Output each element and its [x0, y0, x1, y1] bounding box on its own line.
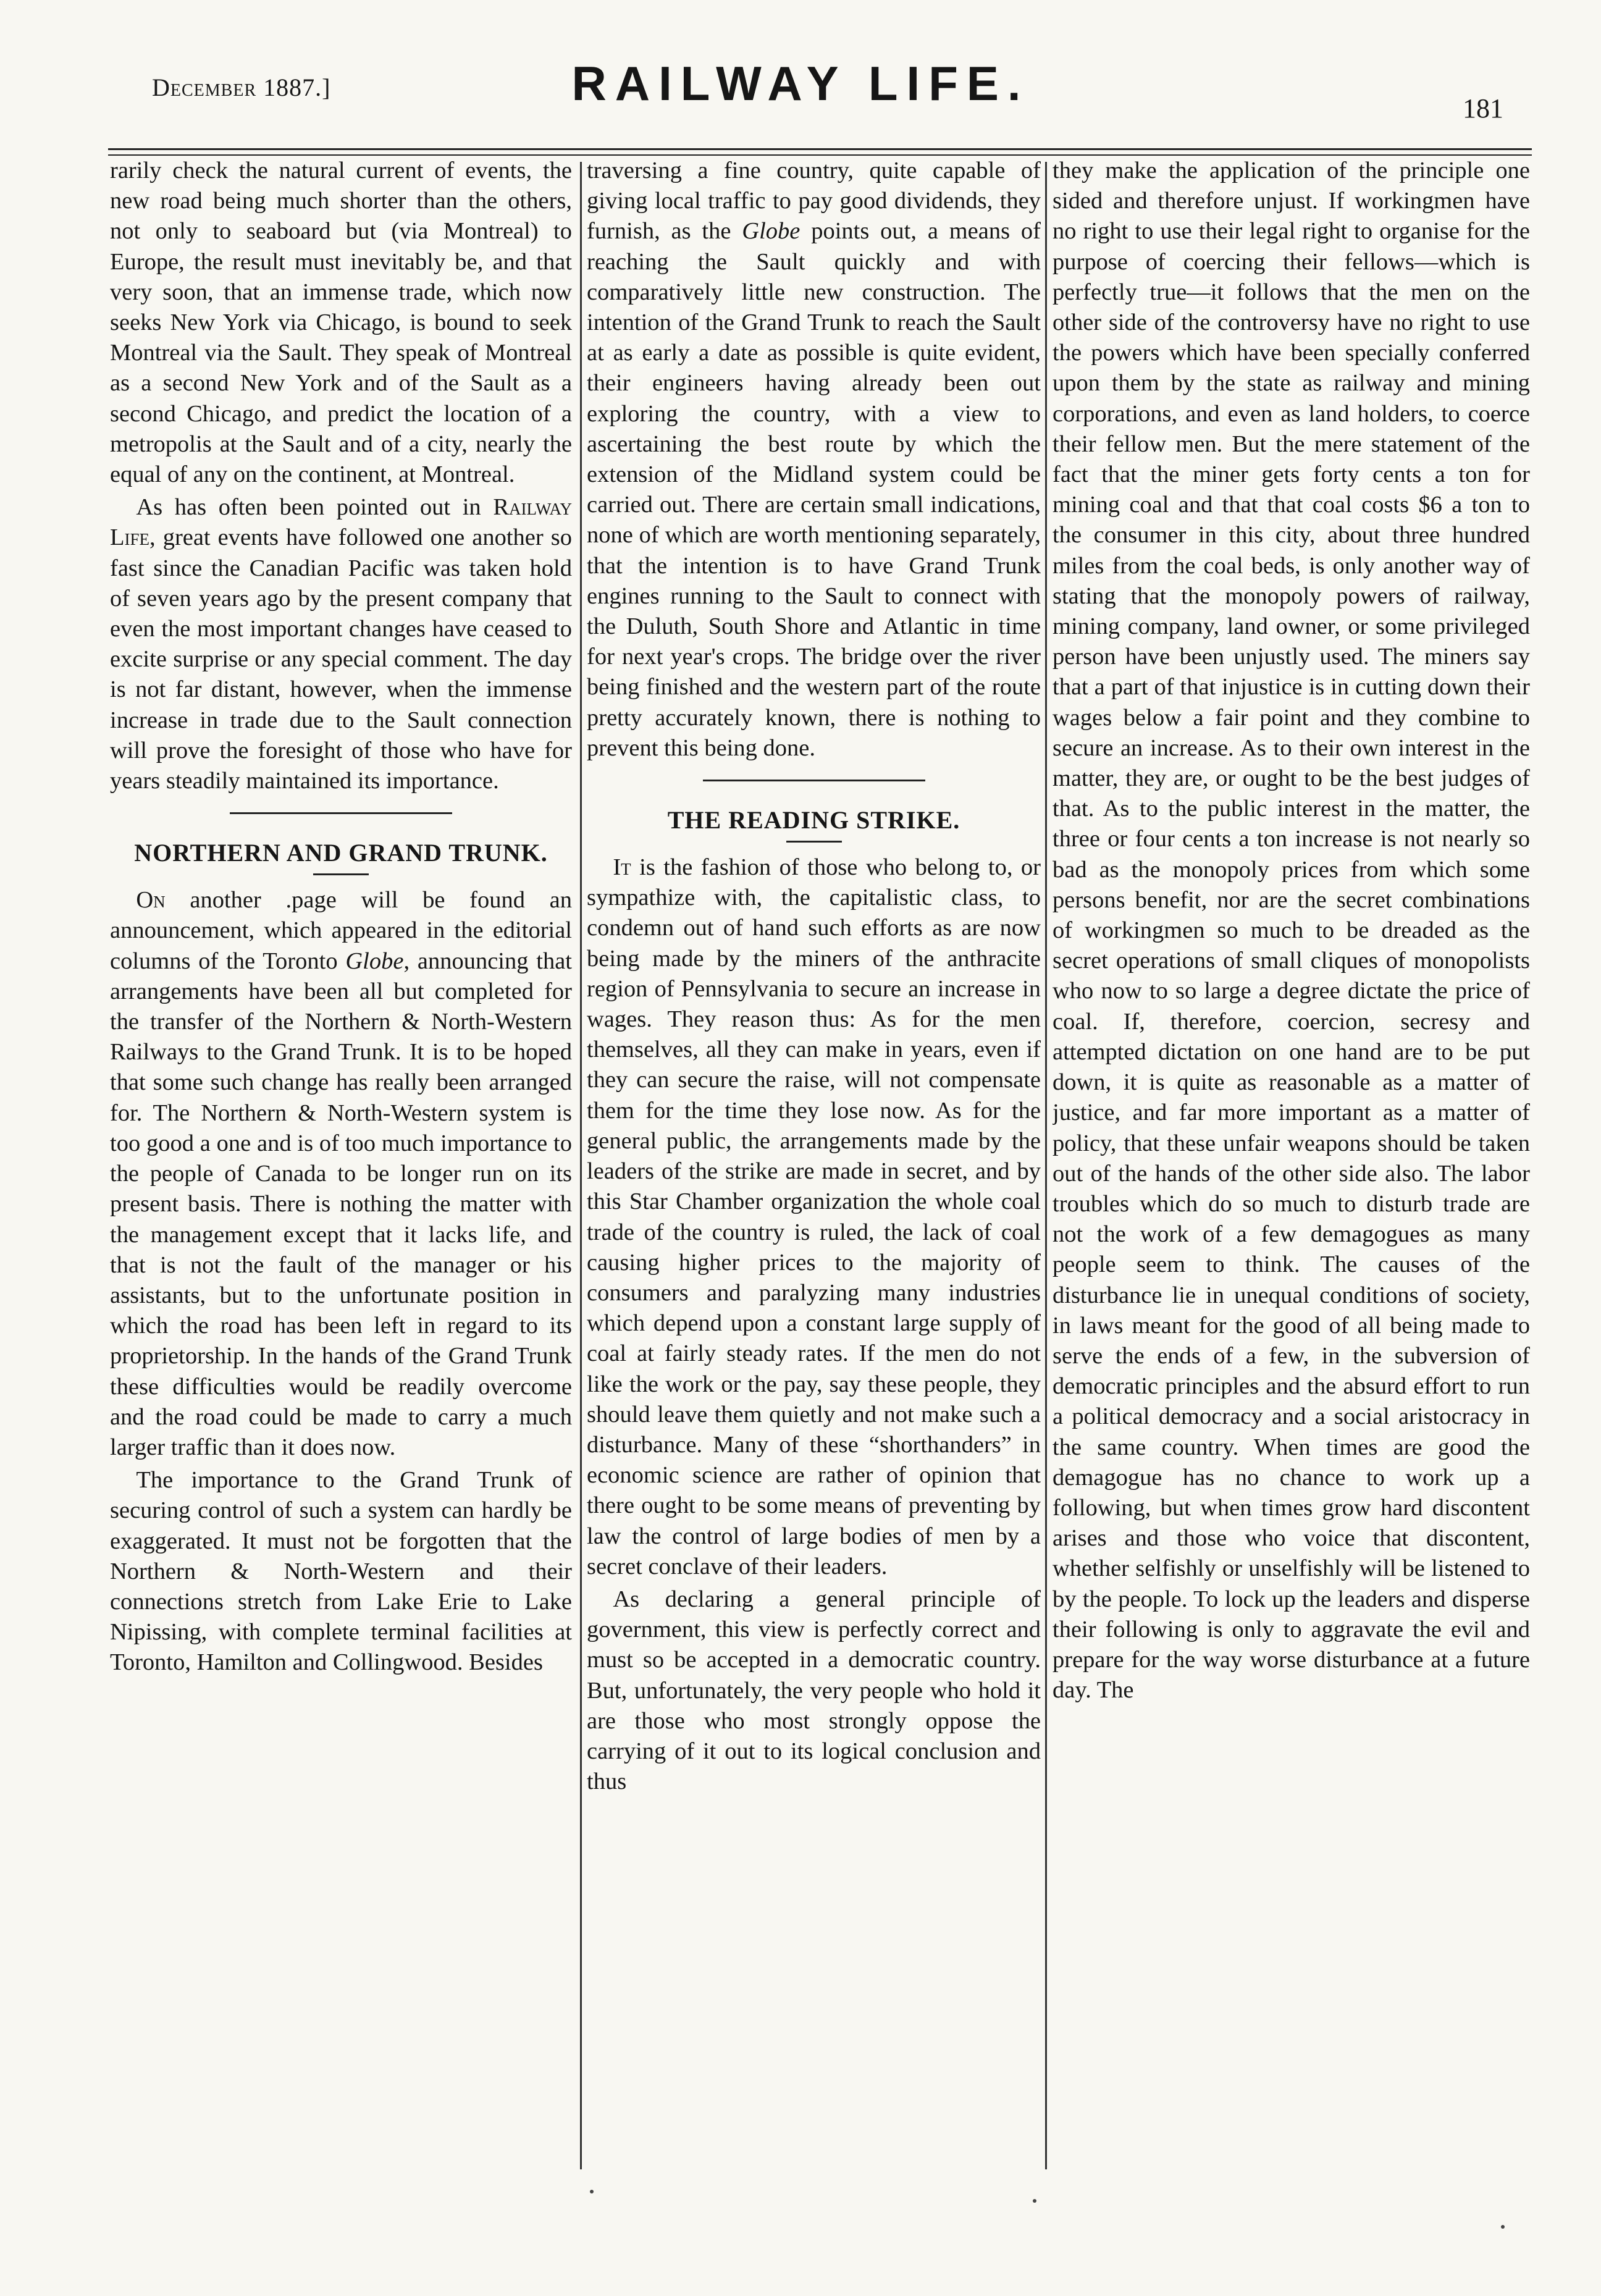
text-span: traversing a fine country, quite capable of giving local traffic to pay good dividends, they furnish, as the — [587, 158, 1041, 245]
section-divider — [230, 812, 452, 814]
paragraph: As declaring a general principle of government, this view is perfectly correct and must so be accepted in a democratic country. But, unfortunately, the very people who hold it are those who most strongly oppose the carrying of it out to its logical conclusion and thus — [587, 1586, 1041, 1795]
paragraph — [110, 885, 572, 1463]
drop-word: On — [136, 887, 166, 914]
heading-underline — [786, 841, 842, 843]
print-speck — [1501, 2225, 1505, 2229]
column-divider-1 — [580, 162, 582, 2169]
column-divider-2 — [1045, 162, 1047, 2169]
paragraph: rarily check the natural current of events, the new road being much shorter than the others, not only to seaboard but (via Montreal) to Europe, the result must inevitably be, and that very soon, that an immense trade, which now seeks New York via Chicago, is bound to seek Montreal via the Sault. They speak of Montreal as a second New York and of the Sault as a second Chicago, and predict the location of a metropolis at the Sault and of a city, nearly the equal of any on the continent, at Montreal. — [110, 158, 572, 488]
section-divider — [703, 780, 925, 781]
text-span: , great events have followed one another so fast since the Canadian Pacific was taken hold of seven years ago by the present company that even the most important changes have ceased to excite surprise or any special comment. The day is not far distant, however, when the immense increase in trade due to the Sault connection will prove the foresight of those who have for years steadily maintained its importance. — [110, 524, 572, 794]
issue-date: December 1887.] — [152, 74, 331, 101]
text-span: is the fashion of those who belong to, or sympathize with, the capitalistic class, to condemn out of hand such efforts as are now being made by the miners of the anthracite region of Pennsylvania to secure an increase in wages. They reason thus: As for the men themselves, all they can make in years, even if they can secure the raise, will not compensate them for the time they lose now. As for the general public, the arrangements made by the leaders of the strike are made in secret, and by this Star Chamber organization the whole coal trade of the country is ruled, the lack of coal causing higher prices to the majority of consumers and paralyzing many industries which depend upon a constant large supply of coal at fairly steady rates. If the men do not like the work or the pay, say these people, they should leave them quietly and not make such a disturbance. Many of these “shorthanders” in economic science are rather of opinion that there ought to be some means of preventing by law the control of large bodies of men by a secret conclave of their leaders. — [587, 854, 1041, 1579]
text-span: another .page will be found an announcement, which appeared in the editorial columns of the Toronto — [110, 887, 572, 974]
page-number: 181 — [1463, 93, 1503, 124]
text-span: As has often been pointed out in — [136, 494, 481, 521]
paragraph: they make the application of the principle one sided and therefore unjust. If workingmen have no right to use their legal right to organise for the purpose of coercing their fellows—which is perfectly true—it follows that the men on the other side of the controversy have no right to use the powers which have been specially conferred upon them by the state as railway and mining corporations, and even as land holders, to coerce their fellow men. But the mere statement of the fact that the miner gets forty cents a ton for mining coal and that that coal costs $6 a ton to the consumer in this city, about three hundred miles from the coal beds, is only another way of stating that the monopoly powers of railway, mining company, land owner, or some privileged person have been unjustly used. The miners say that a part of that injustice is in cutting down their wages below a fair point and they combine to secure an increase. As to their own interest in the matter, they are, or ought to be the best judges of that. As to the public interest in the matter, the three or four cents a ton increase is not nearly so bad as the monopoly prices from which some persons benefit, nor are the secret combinations of workingmen so much to be dreaded as the secret operations of small cliques of monopolists who now to so large a degree dictate the price of coal. If, therefore, coercion, secresy and attempted dictation on one hand are to be put down, it is quite as reasonable as a matter of justice, and far more important as a matter of policy, that these unfair weapons should be taken out of the hands of the other side also. The labor troubles which do so much to disturb trade are not the work of a few demagogues as many people seem to think. The causes of the disturbance lie in unequal conditions of society, in laws meant for the good of all being made to serve the ends of a few, in the subversion of democratic principles and the absurd effort to run a political democracy and a social aristocracy in the same country. When times are good the demagogue has no chance to work up a following, but when times grow hard discontent arises and those who voice that discontent, whether selfishly or unselfishly will be listened to by the people. To lock up the leaders and disperse their following is only to aggravate the evil and prepare for the way worse disturbance at a future day. The — [1053, 158, 1530, 1704]
print-speck — [1033, 2199, 1036, 2203]
text-span: , announcing that arrangements have been all but completed for the transfer of the Northern & North-Western Railways to the Grand Trunk. It is to be hoped that some such change has really been arranged for. The Northern & North-Western system is too good a one and is of too much importance to the people of Canada to be longer run on its present basis. There is nothing the matter with the management except that it lacks life, and that is not the fault of the manager or his assistants, but to the unfortunate position in which the road has been left in regard to its proprietorship. In the hands of the Grand Trunk these difficulties would be readily overcome and the road could be made to carry a much larger traffic than it does now. — [110, 948, 572, 1460]
text-span: points out, a means of reaching the Sault quickly and with comparatively little new construction. The intention of the Grand Trunk to reach the Sault at as early a date as possible is quite evident, their engineers having already been out exploring the country, with a view to ascertaining the best route by which the extension of the Midland system could be carried out. There are certain small indications, none of which are worth mentioning separately, that the intention is to have Grand Trunk engines running to the Sault to connect with the Duluth, South Shore and Atlantic in time for next year's crops. The bridge over the river being finished and the western part of the route pretty accurately known, there is nothing to prevent this being done. — [587, 218, 1041, 761]
column-1 — [110, 156, 572, 2169]
column-3 — [1053, 156, 1530, 2169]
header-rule-top — [108, 148, 1532, 150]
paragraph — [587, 156, 1041, 763]
page-header — [0, 0, 1601, 142]
paragraph — [587, 852, 1041, 1582]
paragraph: The importance to the Grand Trunk of securing control of such a system can hardly be exaggerated. It must not be forgotten that the Northern & North-Western and their connections stretch from Lake Erie to Lake Nipissing, with complete terminal facilities at Toronto, Hamilton and Collingwood. Besides — [110, 1467, 572, 1676]
publication-name: Railway Life — [110, 494, 572, 551]
paragraph — [110, 492, 572, 796]
masthead-title: RAILWAY LIFE. — [571, 56, 1030, 111]
section-heading: NORTHERN AND GRAND TRUNK. — [134, 839, 548, 867]
newspaper-name: Globe — [345, 948, 404, 974]
print-speck — [590, 2190, 594, 2193]
newspaper-name: Globe — [742, 218, 801, 245]
drop-word: It — [613, 854, 631, 881]
section-heading: THE READING STRIKE. — [667, 806, 960, 835]
column-2 — [587, 156, 1041, 2169]
heading-underline — [313, 873, 369, 875]
